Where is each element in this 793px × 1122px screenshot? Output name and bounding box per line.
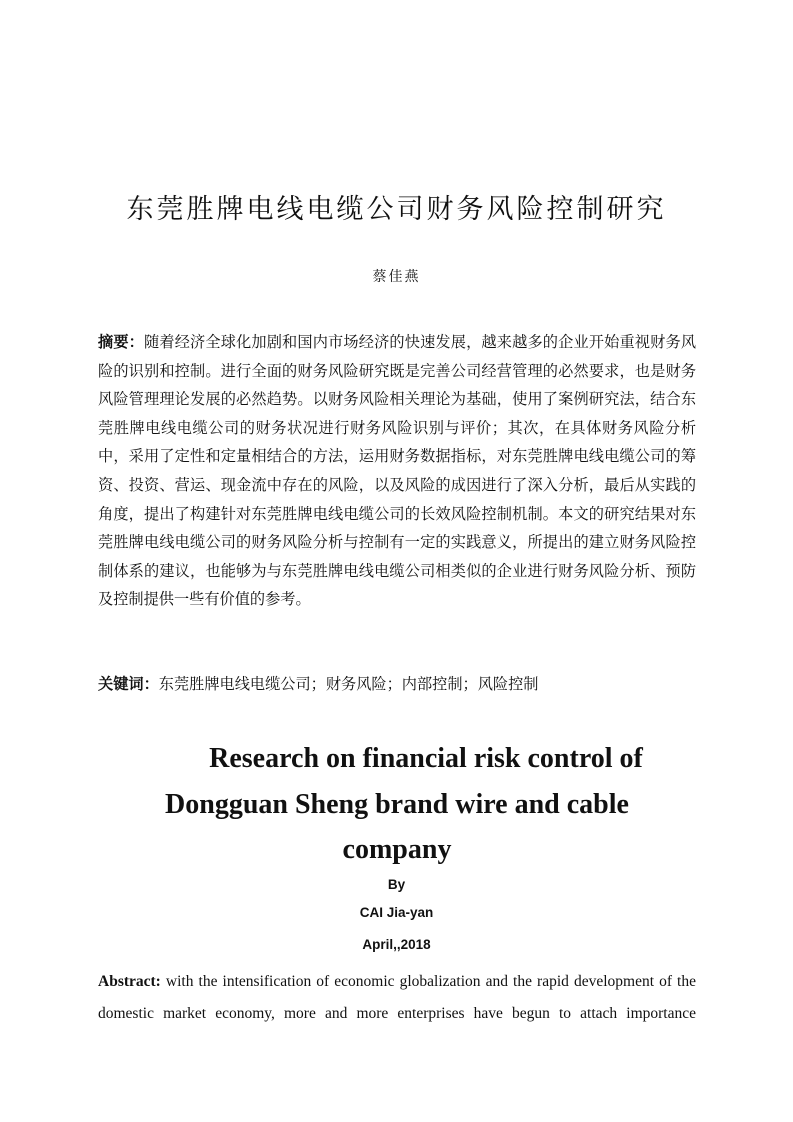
- english-author: CAI Jia-yan: [359, 905, 434, 920]
- english-abstract: [98, 966, 696, 1030]
- english-by-line: By: [387, 877, 406, 892]
- english-abstract-label: Abstract:: [98, 973, 161, 990]
- english-title: [98, 736, 696, 873]
- chinese-title: 东莞胜牌电线电缆公司财务风险控制研究: [126, 194, 667, 225]
- chinese-abstract-text: 随着经济全球化加剧和国内市场经济的快速发展，越来越多的企业开始重视财务风险的识别和控制。进行全面的财务风险研究既是完善公司经营管理的必然要求，也是财务风险管理理论发展的必然趋势。以财务风险相关理论为基础，使用了案例研究法，结合东莞胜牌电线电缆公司的财务状况进行财务风险识别与评价；其次，在具体财务风险分析中，采用了定性和定量相结合的方法，运用财务数据指标，对东莞胜牌电线电缆公司的筹资、投资、营运、现金流中存在的风险，以及风险的成因进行了深入分析，最后从实践的角度，提出了构建针对东莞胜牌电线电缆公司的长效风险控制机制。本文的研究结果对东莞胜牌电线电缆公司的财务风险分析与控制有一定的实践意义，所提出的建立财务风险控制体系的建议，也能够为与东莞胜牌电线电缆公司相类似的企业进行财务风险分析、预防及控制提供一些有价值的参考。: [98, 333, 697, 609]
- chinese-abstract-label: 摘要：: [98, 333, 145, 351]
- chinese-keywords: [98, 670, 696, 698]
- chinese-author: 蔡佳燕: [372, 269, 421, 285]
- chinese-keywords-text: 东莞胜牌电线电缆公司；财务风险；内部控制；风险控制: [158, 675, 539, 693]
- english-title-line-1: Research on financial risk control of: [209, 743, 643, 774]
- chinese-keywords-label: 关键词：: [98, 675, 159, 693]
- english-date: April,,2018: [362, 937, 431, 952]
- english-title-line-2: Dongguan Sheng brand wire and cable: [165, 788, 629, 820]
- chinese-abstract: [98, 328, 696, 614]
- english-abstract-text: with the intensification of economic globalization and the rapid development of the domestic market economy, more and more enterprises have begun to attach importance: [98, 973, 696, 1022]
- english-title-line-3: company: [342, 834, 452, 865]
